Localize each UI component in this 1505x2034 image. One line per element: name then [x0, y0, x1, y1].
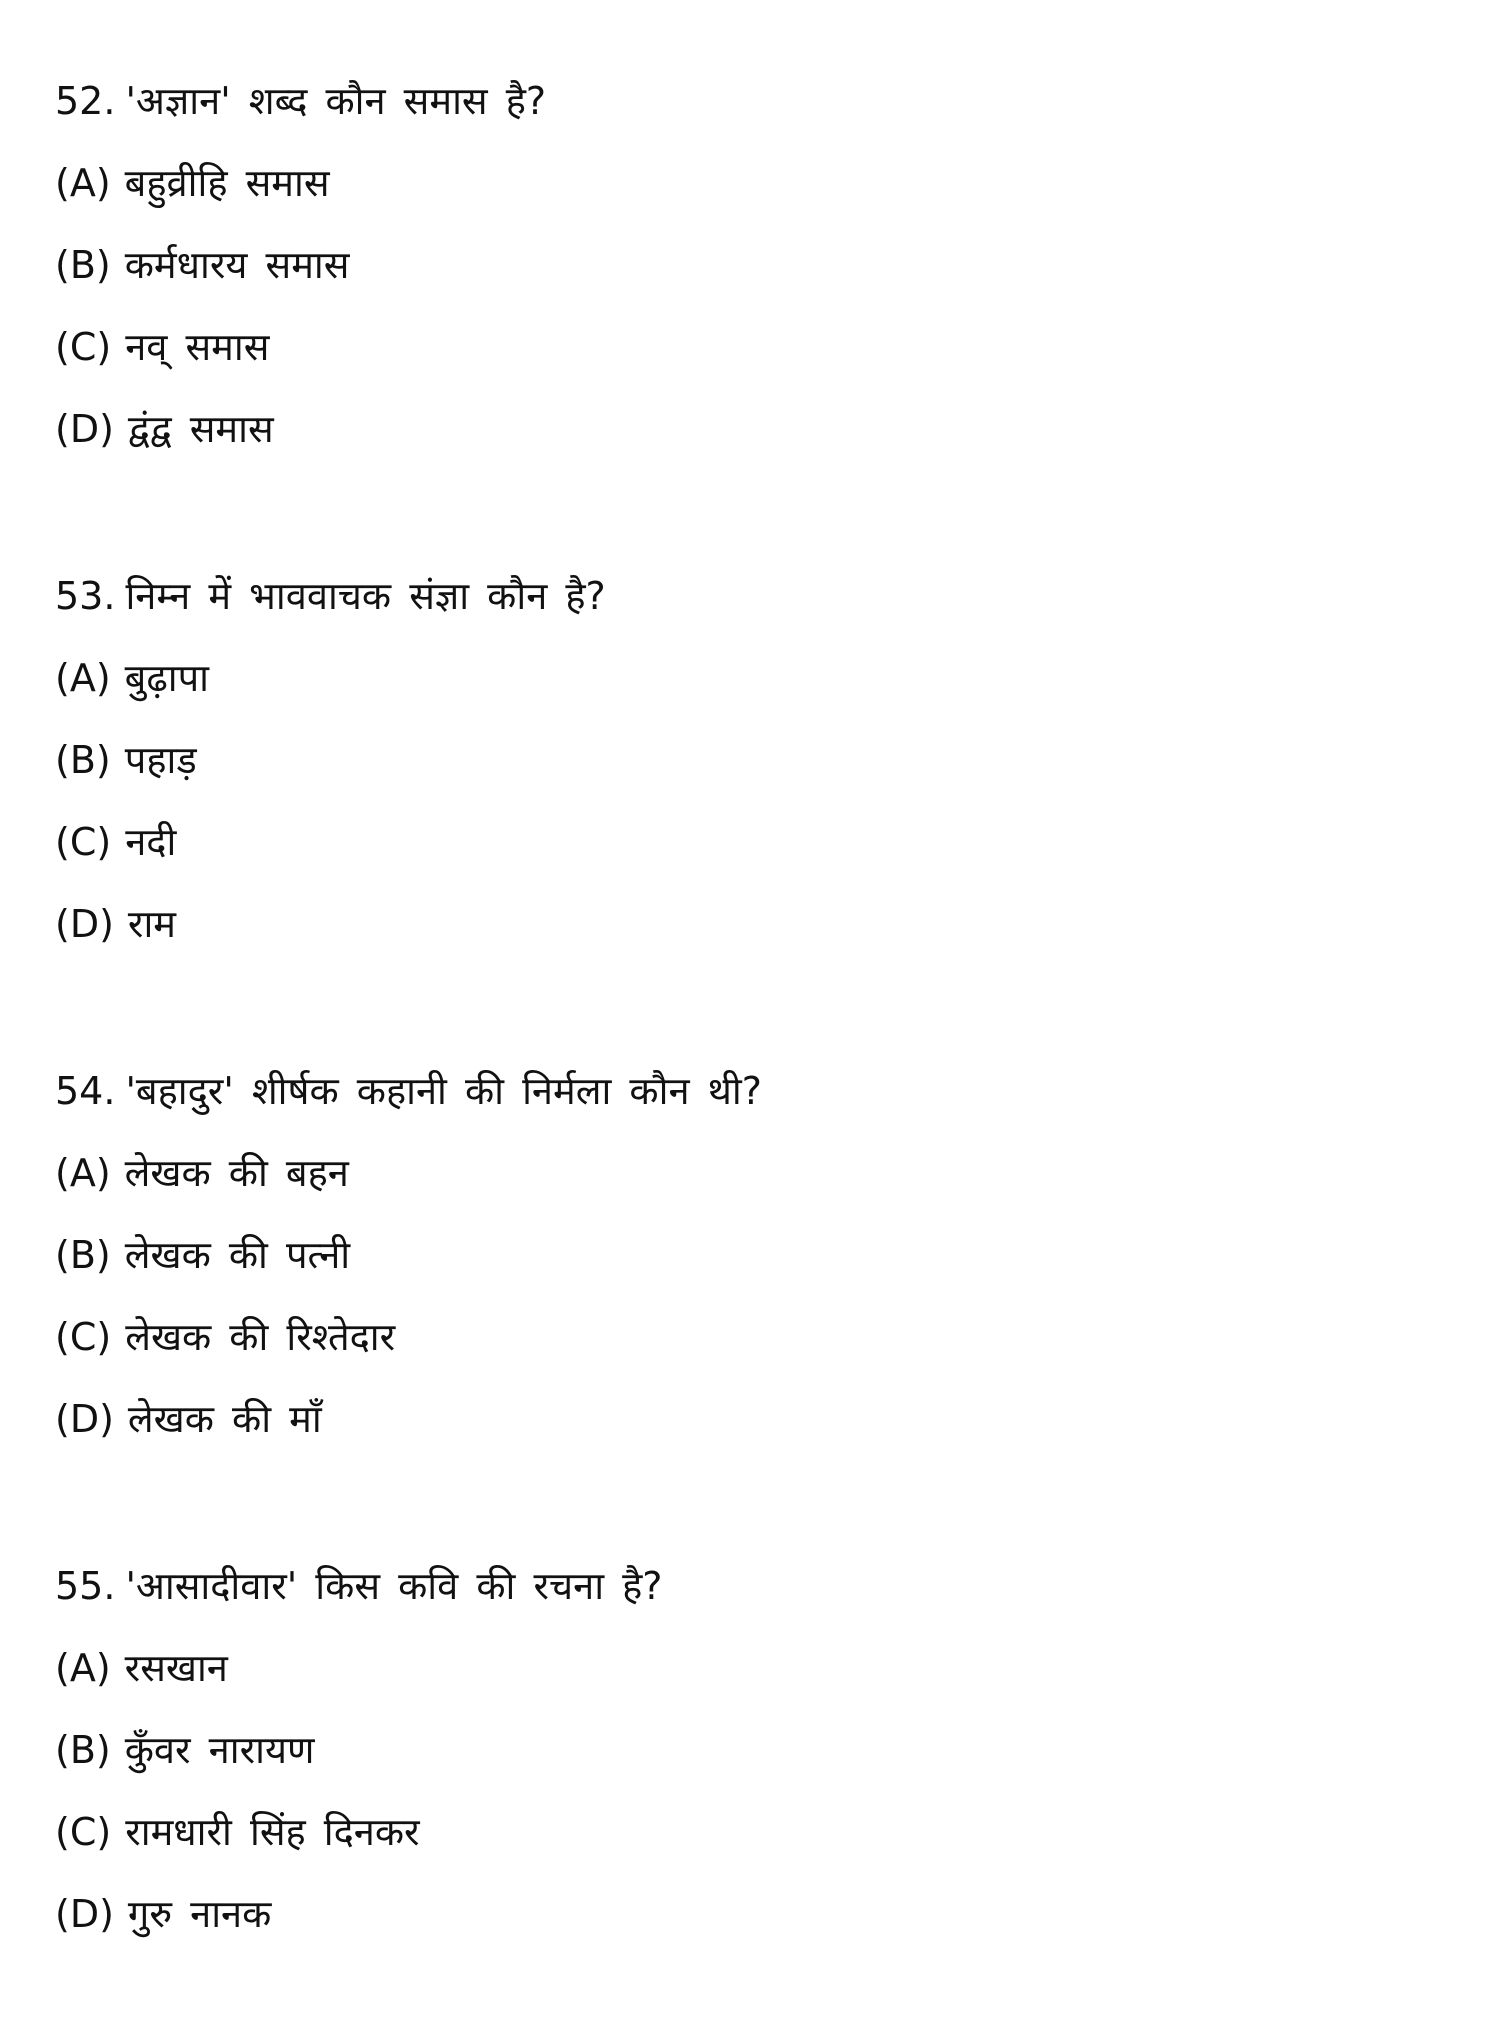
option-a[interactable]	[55, 1132, 1455, 1214]
option-letter: (A)	[55, 1151, 111, 1195]
option-letter: (B)	[55, 738, 111, 782]
option-c[interactable]	[55, 801, 1455, 883]
option-letter: (C)	[55, 1810, 112, 1854]
option-letter: (C)	[55, 1315, 112, 1359]
option-d[interactable]	[55, 1378, 1455, 1460]
question-text: निम्न में भाववाचक संज्ञा कौन है?	[125, 574, 606, 618]
option-a[interactable]	[55, 142, 1455, 224]
option-letter: (C)	[55, 325, 112, 369]
question-number: 53.	[55, 574, 116, 618]
option-d[interactable]	[55, 388, 1455, 470]
option-text: कुँवर नारायण	[124, 1728, 315, 1772]
option-letter: (B)	[55, 243, 111, 287]
option-c[interactable]	[55, 1296, 1455, 1378]
option-b[interactable]	[55, 224, 1455, 306]
option-text: कर्मधारय समास	[124, 243, 350, 287]
option-b[interactable]	[55, 1709, 1455, 1791]
option-text: रसखान	[124, 1646, 228, 1690]
question-54	[55, 1050, 1455, 1460]
option-text: लेखक की माँ	[127, 1397, 322, 1441]
question-text: 'अज्ञान' शब्द कौन समास है?	[125, 79, 547, 123]
option-letter: (D)	[55, 902, 114, 946]
question-stem	[55, 555, 1455, 637]
question-text: 'आसादीवार' किस कवि की रचना है?	[125, 1564, 663, 1608]
option-d[interactable]	[55, 1873, 1455, 1955]
question-52	[55, 60, 1455, 470]
option-letter: (A)	[55, 161, 111, 205]
option-letter: (D)	[55, 1892, 114, 1936]
option-letter: (D)	[55, 407, 114, 451]
question-number: 55.	[55, 1564, 116, 1608]
option-b[interactable]	[55, 1214, 1455, 1296]
option-text: पहाड़	[124, 738, 197, 782]
option-text: लेखक की पत्नी	[124, 1233, 351, 1277]
question-55	[55, 1545, 1455, 1955]
option-b[interactable]	[55, 719, 1455, 801]
question-stem	[55, 60, 1455, 142]
question-number: 54.	[55, 1069, 116, 1113]
question-text: 'बहादुर' शीर्षक कहानी की निर्मला कौन थी?	[125, 1069, 762, 1113]
option-c[interactable]	[55, 1791, 1455, 1873]
option-text: लेखक की रिश्तेदार	[125, 1315, 396, 1359]
option-text: रामधारी सिंह दिनकर	[125, 1810, 420, 1854]
option-letter: (B)	[55, 1233, 111, 1277]
option-text: गुरु नानक	[127, 1892, 272, 1936]
question-53	[55, 555, 1455, 965]
option-letter: (B)	[55, 1728, 111, 1772]
option-text: राम	[127, 902, 177, 946]
option-letter: (A)	[55, 656, 111, 700]
question-stem	[55, 1545, 1455, 1627]
option-a[interactable]	[55, 637, 1455, 719]
option-d[interactable]	[55, 883, 1455, 965]
option-c[interactable]	[55, 306, 1455, 388]
option-text: नव् समास	[125, 325, 270, 369]
option-text: नदी	[125, 820, 177, 864]
question-stem	[55, 1050, 1455, 1132]
option-a[interactable]	[55, 1627, 1455, 1709]
option-letter: (D)	[55, 1397, 114, 1441]
option-text: बहुव्रीहि समास	[124, 161, 330, 205]
option-letter: (A)	[55, 1646, 111, 1690]
option-text: लेखक की बहन	[124, 1151, 349, 1195]
option-text: बुढ़ापा	[124, 656, 210, 700]
option-text: द्वंद्व समास	[127, 407, 274, 451]
question-number: 52.	[55, 79, 116, 123]
option-letter: (C)	[55, 820, 112, 864]
